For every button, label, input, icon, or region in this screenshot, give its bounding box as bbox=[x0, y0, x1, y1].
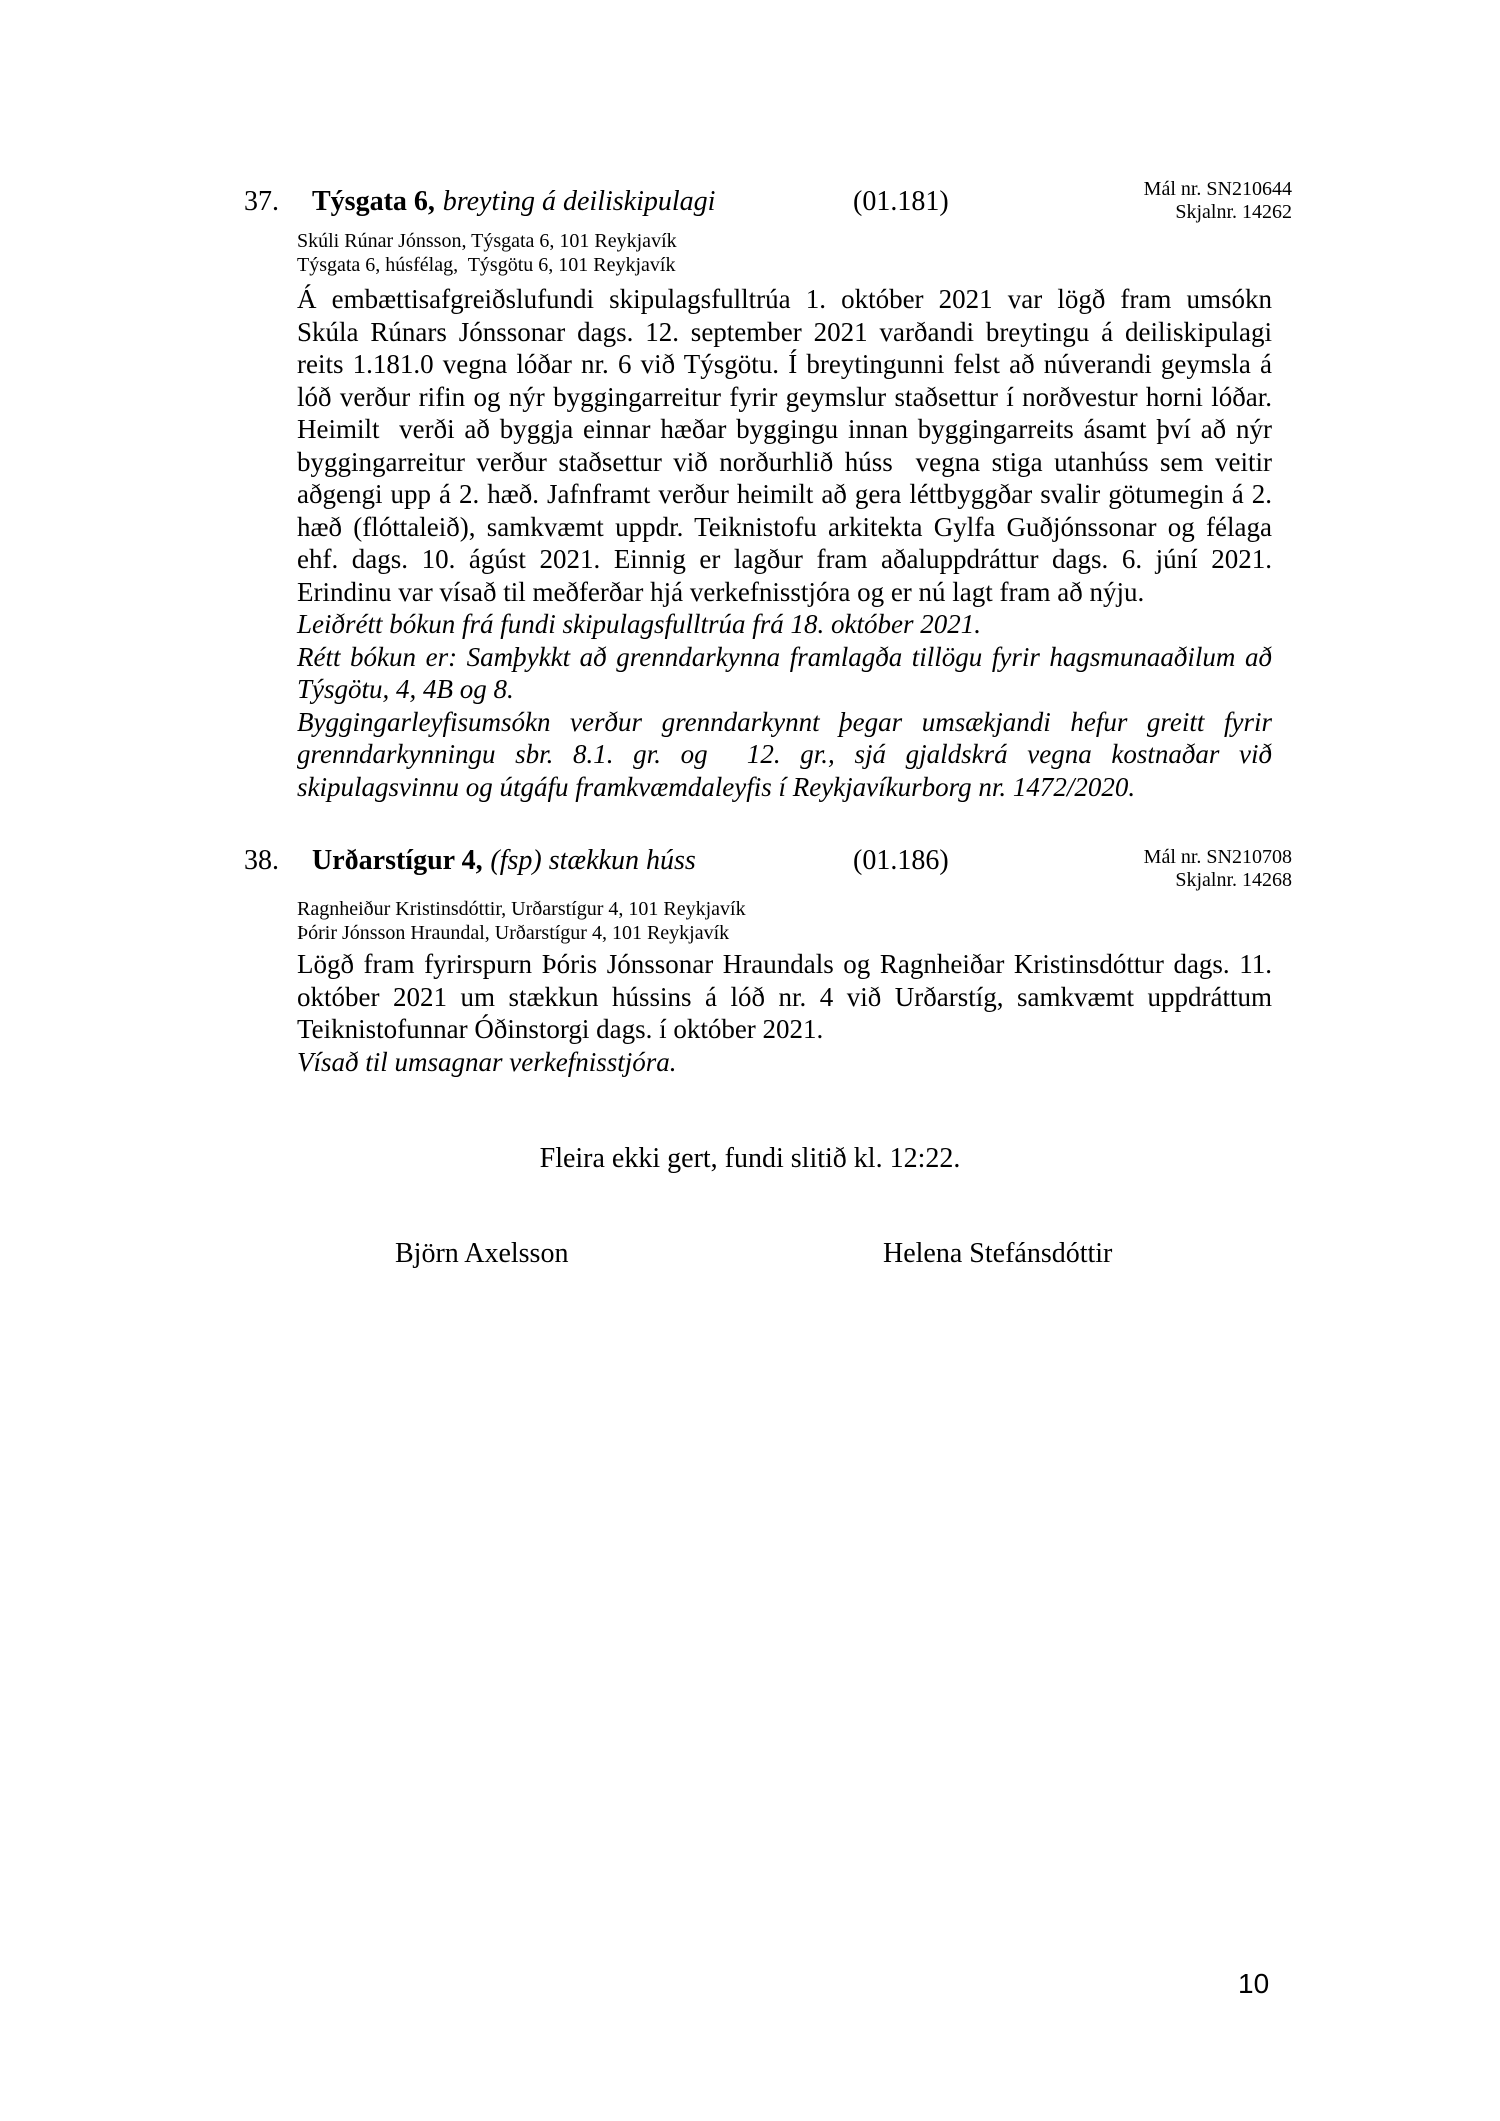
item-37-party: Skúli Rúnar Jónsson, Týsgata 6, 101 Reykjavík bbox=[297, 230, 677, 252]
resolution-line: skipulagsvinnu og útgáfu framkvæmdaleyfis í Reykjavíkurborg nr. 1472/2020. bbox=[297, 771, 1136, 802]
body-line: Á embættisafgreiðslufundi skipulagsfulltrúa 1. október 2021 var lögð fram umsókn bbox=[297, 284, 1272, 314]
resolution-line: Leiðrétt bókun frá fundi skipulagsfulltrúa frá 18. október 2021. bbox=[297, 609, 981, 639]
item-37-body bbox=[297, 283, 1272, 803]
resolution-line: grenndarkynningu sbr. 8.1. gr. og 12. gr., sjá gjaldskrá vegna kostnaðar við bbox=[297, 739, 1272, 769]
body-line: ehf. dags. 10. ágúst 2021. Einnig er lagður fram aðaluppdráttur dags. 6. júní 2021. bbox=[297, 544, 1272, 574]
signature-left: Björn Axelsson bbox=[395, 1238, 569, 1269]
body-line: aðgengi upp á 2. hæð. Jafnframt verður heimilt að gera léttbyggðar svalir götumegin á 2. bbox=[297, 479, 1272, 509]
item-37-doc-number: Skjalnr. 14262 bbox=[1175, 201, 1292, 223]
meeting-closing-line: Fleira ekki gert, fundi slitið kl. 12:22. bbox=[539, 1143, 961, 1174]
resolution-line: Vísað til umsagnar verkefnisstjóra. bbox=[297, 1046, 677, 1077]
body-line: byggingarreitur verður staðsettur við norðurhlið húss vegna stiga utanhúss sem veitir bbox=[297, 446, 1272, 477]
item-37-title-address: Týsgata 6, bbox=[312, 186, 435, 217]
item-37-parties bbox=[297, 230, 677, 277]
item-37-title-subject: breyting á deiliskipulagi bbox=[442, 186, 716, 217]
body-line: Lögð fram fyrirspurn Þóris Jónssonar Hraundals og Ragnheiðar Kristinsdóttur dags. 11. bbox=[297, 949, 1272, 979]
item-37-title bbox=[312, 185, 715, 219]
page-number: 10 bbox=[1238, 1968, 1270, 1999]
signature-right: Helena Stefánsdóttir bbox=[883, 1238, 1113, 1269]
item-37-case-number: Mál nr. SN210644 bbox=[1143, 178, 1292, 200]
item-38-party: Þórir Jónsson Hraundal, Urðarstígur 4, 101 Reykjavík bbox=[297, 921, 730, 944]
item-38-case-refs bbox=[1144, 846, 1292, 892]
item-37-party: Týsgata 6, húsfélag, Týsgötu 6, 101 Reykjavík bbox=[297, 253, 676, 276]
body-line: Heimilt verði að byggja einnar hæðar byggingu innan byggingarreits ásamt því að nýr bbox=[297, 414, 1272, 444]
item-38-title-address: Urðarstígur 4, bbox=[312, 845, 483, 876]
item-38-doc-number: Skjalnr. 14268 bbox=[1175, 869, 1292, 891]
item-38-parties bbox=[297, 898, 746, 945]
body-line: reits 1.181.0 vegna lóðar nr. 6 við Týsgötu. Í breytingunni felst að núverandi geymsla á bbox=[297, 349, 1272, 379]
item-38-body bbox=[297, 948, 1272, 1078]
body-line: lóð verður rifin og nýr byggingarreitur fyrir geymslur staðsettur í norðvestur horni lóðar. bbox=[297, 381, 1272, 412]
item-38-title-subject: (fsp) stækkun húss bbox=[490, 845, 696, 876]
body-line: október 2021 um stækkun hússins á lóð nr. 4 við Urðarstíg, samkvæmt uppdráttum bbox=[297, 981, 1272, 1012]
resolution-line: Týsgötu, 4, 4B og 8. bbox=[297, 674, 514, 704]
item-37-case-refs bbox=[1144, 178, 1292, 224]
item-37-plan-code: (01.181) bbox=[853, 186, 949, 217]
item-38-title bbox=[312, 844, 696, 878]
item-38-party: Ragnheiður Kristinsdóttir, Urðarstígur 4, 101 Reykjavík bbox=[297, 898, 746, 920]
body-line: Skúla Rúnars Jónssonar dags. 12. september 2021 varðandi breytingu á deiliskipulagi bbox=[297, 316, 1272, 347]
resolution-line: Byggingarleyfisumsókn verður grenndarkynnt þegar umsækjandi hefur greitt fyrir bbox=[297, 706, 1272, 737]
item-38-case-number: Mál nr. SN210708 bbox=[1143, 846, 1292, 868]
body-line: hæð (flóttaleið), samkvæmt uppdr. Teiknistofu arkitekta Gylfa Guðjónssonar og félaga bbox=[297, 511, 1272, 542]
item-38-plan-code: (01.186) bbox=[853, 845, 949, 876]
body-line: Erindinu var vísað til meðferðar hjá verkefnisstjóra og er nú lagt fram að nýju. bbox=[297, 576, 1145, 607]
resolution-line: Rétt bókun er: Samþykkt að grenndarkynna framlagða tillögu fyrir hagsmunaaðilum að bbox=[297, 641, 1272, 672]
body-line: Teiknistofunnar Óðinstorgi dags. í október 2021. bbox=[297, 1014, 824, 1044]
item-38-number: 38. bbox=[244, 845, 279, 876]
item-37-number: 37. bbox=[244, 186, 279, 217]
